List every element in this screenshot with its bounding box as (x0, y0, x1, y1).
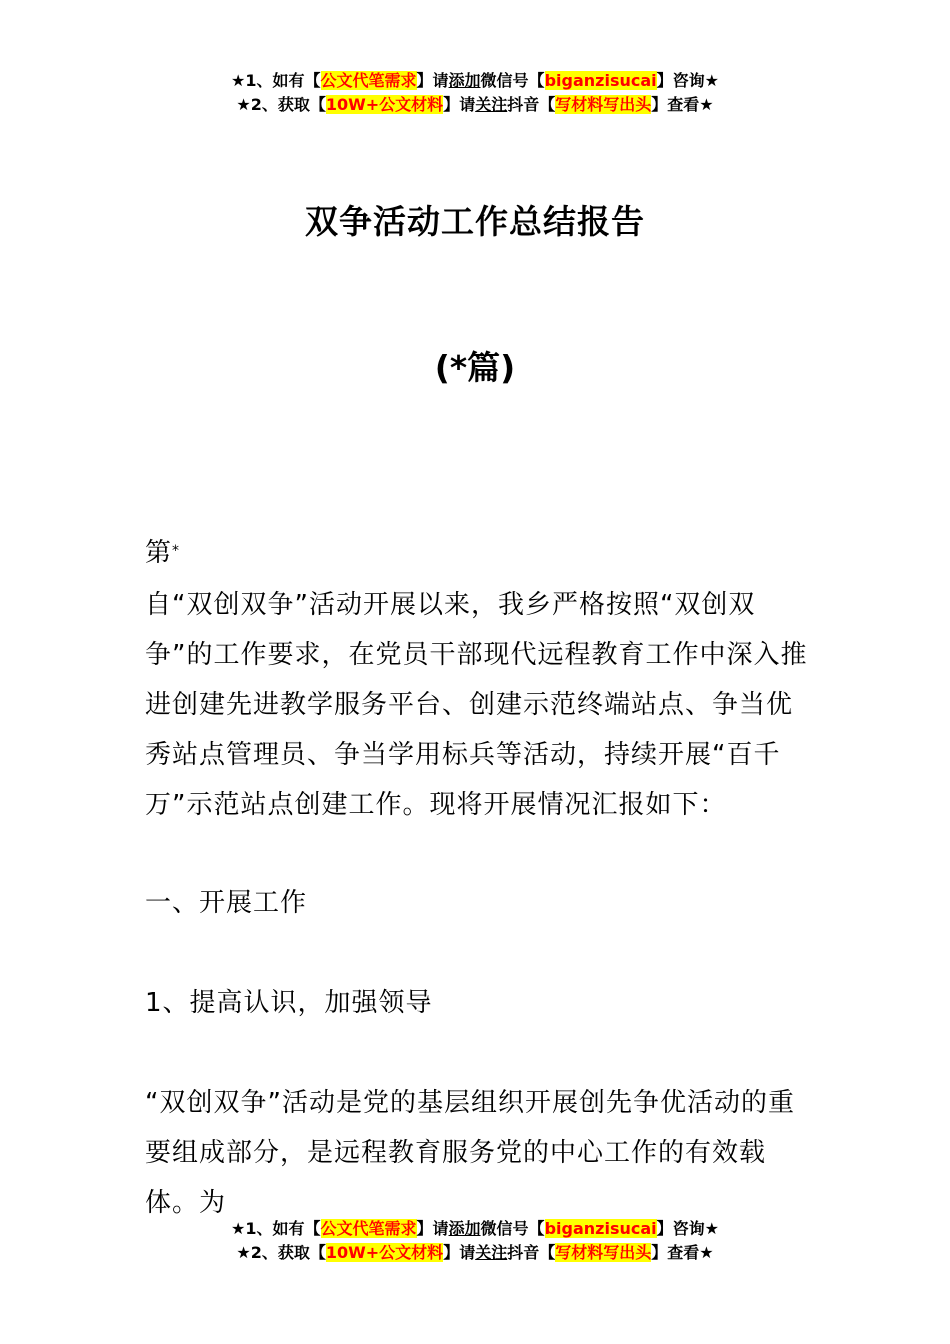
section-label (145, 528, 810, 578)
section-mark: * (172, 543, 181, 559)
banner-highlight: 公文代笔需求 (320, 1219, 417, 1238)
banner-underlined: 添加 (448, 1219, 481, 1238)
banner-text: 】请 (443, 95, 476, 114)
banner-highlight: 写材料写出头 (555, 1243, 652, 1262)
banner-line-2 (0, 93, 950, 117)
banner-text: 】咨询★ (656, 1219, 719, 1238)
banner-highlight: 10W+公文材料 (325, 1243, 444, 1262)
banner-highlight: 10W+公文材料 (325, 95, 444, 114)
banner-text: ★1、如有【 (231, 71, 321, 90)
banner-text: 微信号【 (480, 1219, 545, 1238)
banner-highlight: biganzisucai (544, 71, 657, 90)
document-title: 双争活动工作总结报告 (305, 202, 645, 241)
banner-text: 抖音【 (507, 95, 556, 114)
banner-underlined: 添加 (448, 71, 481, 90)
banner-underlined: 关注 (475, 1243, 508, 1262)
banner-text: ★1、如有【 (231, 1219, 321, 1238)
banner-text: 】咨询★ (656, 71, 719, 90)
banner-text: ★2、获取【 (236, 1243, 326, 1262)
banner-text: 】查看★ (651, 1243, 714, 1262)
banner-highlight: 公文代笔需求 (320, 71, 417, 90)
banner-underlined: 关注 (475, 95, 508, 114)
banner-line-1 (0, 1217, 950, 1241)
heading-2: 1、提高认识，加强领导 (145, 988, 433, 1018)
banner-highlight: biganzisucai (544, 1219, 657, 1238)
banner-text: 】请 (443, 1243, 476, 1262)
section-label-text: 第 (145, 538, 173, 568)
top-banner (0, 69, 950, 117)
banner-text: 】请 (416, 71, 449, 90)
banner-text: 抖音【 (507, 1243, 556, 1262)
paragraph-1: 自“双创双争”活动开展以来，我乡严格按照“双创双争”的工作要求，在党员干部现代远程教育工作中深入推进创建先进教学服务平台、创建示范终端站点、争当优秀站点管理员、争当学用标兵等活动，持续开展“百千万”示范站点创建工作。现将开展情况汇报如下： (145, 590, 808, 820)
banner-text: ★2、获取【 (236, 95, 326, 114)
banner-text: 微信号【 (480, 71, 545, 90)
banner-line-1 (0, 69, 950, 93)
banner-text: 】查看★ (651, 95, 714, 114)
document-subtitle: (*篇) (434, 348, 516, 387)
banner-highlight: 写材料写出头 (555, 95, 652, 114)
banner-text: 】请 (416, 1219, 449, 1238)
banner-line-2 (0, 1241, 950, 1265)
heading-1: 一、开展工作 (145, 888, 308, 918)
bottom-banner (0, 1217, 950, 1265)
paragraph-2: “双创双争”活动是党的基层组织开展创先争优活动的重要组成部分，是远程教育服务党的中心工作的有效载体。为 (145, 1088, 795, 1218)
